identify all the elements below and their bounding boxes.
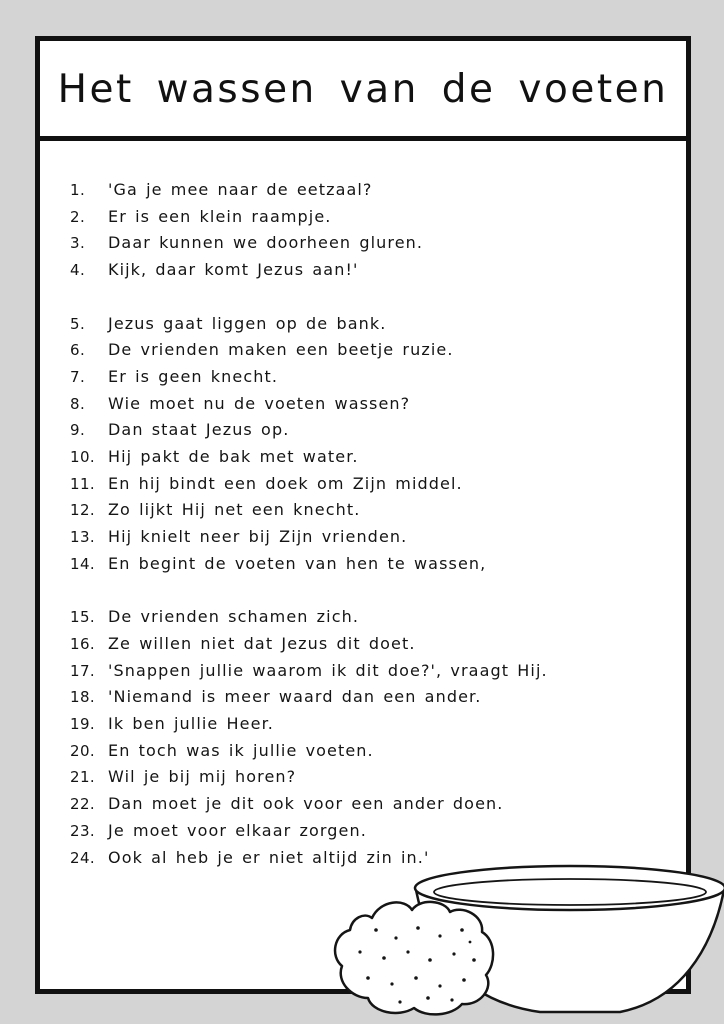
- text-line: [70, 364, 278, 390]
- line-number: 19.: [70, 715, 96, 733]
- line-text: Jezus gaat liggen op de bank.: [108, 313, 387, 333]
- text-line: [70, 551, 486, 577]
- line-number: 18.: [70, 688, 96, 707]
- line-text: Wil je bij mij horen?: [108, 767, 297, 787]
- line-text: Er is een klein raampje.: [108, 206, 332, 226]
- line-number: 17.: [70, 661, 96, 680]
- line-number: 5.: [70, 314, 86, 333]
- line-text: Dan moet je dit ook voor een ander doen.: [108, 794, 504, 814]
- worksheet-frame: [35, 36, 691, 994]
- line-number: 22.: [70, 795, 96, 814]
- line-number: 1.: [70, 181, 86, 199]
- line-text: En begint de voeten van hen te wassen,: [108, 553, 487, 573]
- line-number: 8.: [70, 394, 86, 413]
- line-text: Hij pakt de bak met water.: [108, 447, 359, 466]
- line-number: 3.: [70, 234, 86, 253]
- line-number: 13.: [70, 528, 96, 547]
- text-line: [70, 391, 410, 417]
- text-line: [70, 631, 416, 657]
- line-number: 6.: [70, 341, 86, 360]
- line-number: 10.: [70, 448, 96, 466]
- line-text: Daar kunnen we doorheen gluren.: [108, 233, 424, 253]
- text-line: [70, 604, 359, 630]
- text-line: [70, 497, 360, 523]
- line-text: Wie moet nu de voeten wassen?: [108, 393, 411, 413]
- text-line: [70, 764, 296, 790]
- line-text: De vrienden schamen zich.: [108, 607, 360, 627]
- text-line: [70, 791, 503, 817]
- text-line: [70, 230, 423, 256]
- text-line: [70, 684, 481, 710]
- line-number: 24.: [70, 848, 96, 867]
- text-line: [70, 524, 407, 550]
- line-text: En toch was ik jullie voeten.: [108, 740, 374, 760]
- text-line: [70, 417, 289, 443]
- line-text: 'Niemand is meer waard dan een ander.: [108, 687, 482, 707]
- line-number: 12.: [70, 501, 96, 520]
- line-text: 'Snappen jullie waarom ik dit doe?', vraagt Hij.: [108, 660, 548, 680]
- line-number: 20.: [70, 741, 96, 760]
- text-line: [70, 818, 367, 844]
- line-number: 4.: [70, 261, 86, 280]
- text-line: [70, 444, 359, 470]
- line-number: 15.: [70, 608, 96, 627]
- page-title: Het wassen van de voeten: [57, 67, 669, 112]
- line-number: 7.: [70, 367, 86, 386]
- line-text: De vrienden maken een beetje ruzie.: [108, 340, 454, 360]
- line-number: 23.: [70, 821, 96, 840]
- line-text: Ook al heb je er niet altijd zin in.': [108, 847, 430, 867]
- line-number: 14.: [70, 554, 96, 573]
- line-text: 'Ga je mee naar de eetzaal?: [108, 180, 373, 199]
- text-line: [70, 845, 429, 871]
- line-text: Er is geen knecht.: [108, 366, 279, 386]
- line-number: 11.: [70, 474, 96, 493]
- line-text: Kijk, daar komt Jezus aan!': [108, 260, 359, 280]
- line-number: 21.: [70, 768, 96, 787]
- line-text: Ze willen niet dat Jezus dit doet.: [108, 633, 416, 653]
- text-line: [70, 257, 358, 283]
- line-number: 16.: [70, 634, 96, 653]
- line-number: 2.: [70, 207, 86, 226]
- line-number: 9.: [70, 421, 86, 440]
- text-line: [70, 337, 454, 363]
- line-text: Je moet voor elkaar zorgen.: [108, 820, 367, 840]
- line-text: Hij knielt neer bij Zijn vrienden.: [108, 527, 408, 547]
- text-line: [70, 738, 374, 764]
- title-box: [40, 41, 686, 141]
- line-text: Ik ben jullie Heer.: [108, 714, 274, 733]
- text-line: [70, 311, 386, 337]
- text-line: [70, 204, 332, 230]
- line-text: Dan staat Jezus op.: [108, 420, 290, 440]
- text-line: [70, 471, 463, 497]
- text-line: [70, 711, 274, 737]
- text-line: [70, 177, 373, 203]
- text-line: [70, 658, 548, 684]
- line-text: En hij bindt een doek om Zijn middel.: [108, 473, 463, 493]
- line-text: Zo lijkt Hij net een knecht.: [108, 500, 361, 520]
